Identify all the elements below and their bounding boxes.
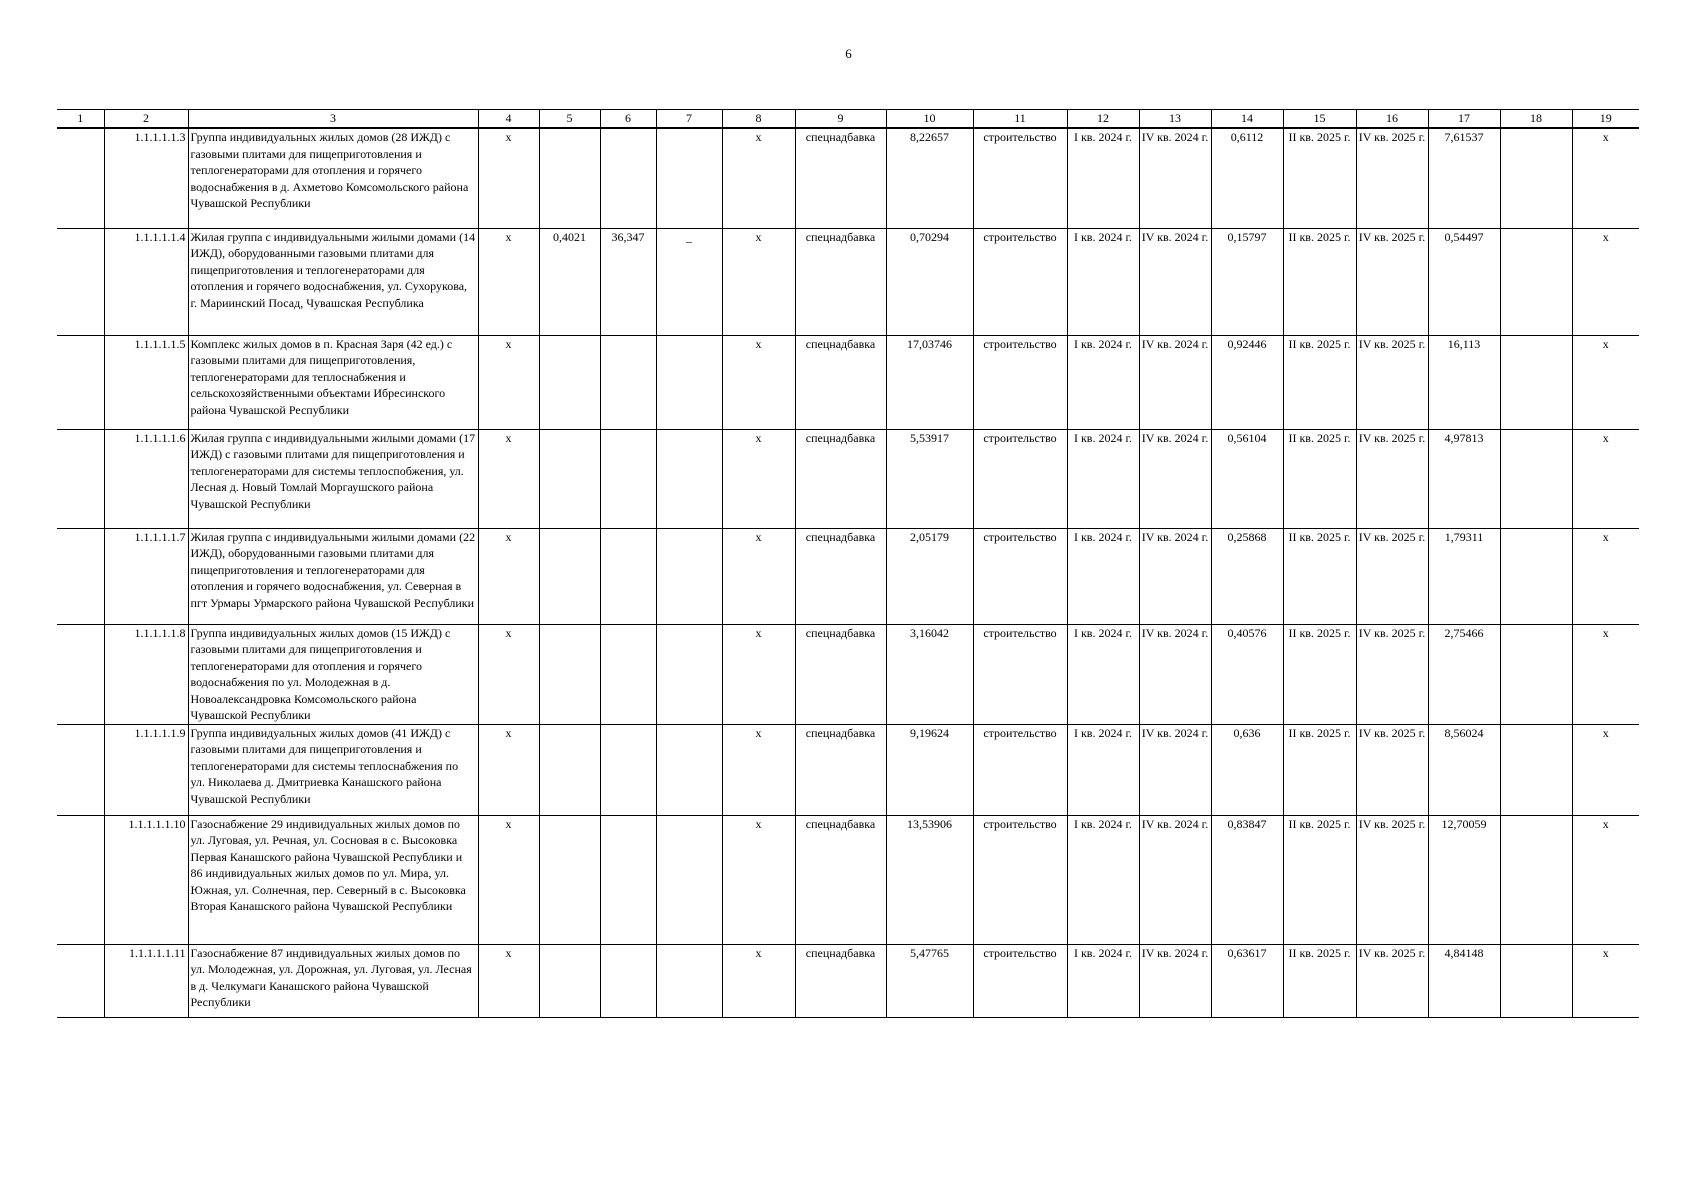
cell-col-6: 36,347: [600, 228, 656, 335]
column-header-17: 17: [1428, 110, 1500, 129]
cell-col-17: 8,56024: [1428, 724, 1500, 815]
investment-program-table: [57, 109, 1639, 1018]
cell-col-3: Группа индивидуальных жилых домов (41 ИЖД) с газовыми плитами для пищеприготовления и теплогенераторами для системы теплоснабжения по ул. Николаева д. Дмитриевка Канашского района Чувашской Республики: [188, 724, 478, 815]
cell-col-8: х: [722, 335, 795, 429]
cell-col-12: I кв. 2024 г.: [1067, 724, 1139, 815]
cell-col-2: 1.1.1.1.1.5: [104, 335, 188, 429]
cell-col-6: [600, 335, 656, 429]
column-header-4: 4: [478, 110, 539, 129]
cell-col-11: строительство: [973, 815, 1067, 944]
cell-col-10: 5,47765: [886, 944, 973, 1017]
cell-col-11: строительство: [973, 724, 1067, 815]
cell-col-18: [1500, 429, 1572, 528]
column-header-19: 19: [1572, 110, 1639, 129]
cell-col-19: х: [1572, 944, 1639, 1017]
cell-col-6: [600, 724, 656, 815]
cell-col-15: II кв. 2025 г.: [1283, 429, 1356, 528]
cell-col-5: [539, 335, 600, 429]
cell-col-9: спецнадбавка: [795, 724, 886, 815]
cell-col-18: [1500, 335, 1572, 429]
cell-col-8: х: [722, 944, 795, 1017]
cell-col-13: IV кв. 2024 г.: [1139, 228, 1211, 335]
cell-col-4: х: [478, 228, 539, 335]
cell-col-5: [539, 528, 600, 624]
cell-col-13: IV кв. 2024 г.: [1139, 528, 1211, 624]
cell-col-1: [57, 815, 104, 944]
cell-col-3: Группа индивидуальных жилых домов (15 ИЖД) с газовыми плитами для пищеприготовления и теплогенераторами для отопления и горячего водоснабжения по ул. Молодежная в д. Новоалександровка Комсомольского района Чувашской Республики: [188, 624, 478, 724]
cell-col-11: строительство: [973, 128, 1067, 228]
cell-col-11: строительство: [973, 944, 1067, 1017]
cell-col-19: х: [1572, 429, 1639, 528]
cell-col-14: 0,83847: [1211, 815, 1283, 944]
column-header-10: 10: [886, 110, 973, 129]
cell-col-14: 0,15797: [1211, 228, 1283, 335]
cell-col-11: строительство: [973, 228, 1067, 335]
cell-col-4: х: [478, 624, 539, 724]
cell-col-7: _: [656, 228, 722, 335]
cell-col-9: спецнадбавка: [795, 228, 886, 335]
cell-col-16: IV кв. 2025 г.: [1356, 335, 1428, 429]
cell-col-8: х: [722, 228, 795, 335]
table-row: [57, 228, 1639, 335]
column-number-header: [57, 110, 1639, 129]
column-header-6: 6: [600, 110, 656, 129]
cell-col-12: I кв. 2024 г.: [1067, 944, 1139, 1017]
cell-col-13: IV кв. 2024 г.: [1139, 429, 1211, 528]
cell-col-5: [539, 429, 600, 528]
cell-col-1: [57, 724, 104, 815]
cell-col-9: спецнадбавка: [795, 335, 886, 429]
table-row: [57, 815, 1639, 944]
cell-col-15: II кв. 2025 г.: [1283, 528, 1356, 624]
column-header-14: 14: [1211, 110, 1283, 129]
cell-col-19: х: [1572, 335, 1639, 429]
cell-col-3: Жилая группа с индивидуальными жилыми домами (17 ИЖД) с газовыми плитами для пищеприготовления и теплогенераторами для системы теплоспобжения, ул. Лесная д. Новый Томлай Моргаушского района Чувашской Республики: [188, 429, 478, 528]
cell-col-10: 3,16042: [886, 624, 973, 724]
cell-col-17: 0,54497: [1428, 228, 1500, 335]
table-row: [57, 128, 1639, 228]
cell-col-9: спецнадбавка: [795, 815, 886, 944]
cell-col-13: IV кв. 2024 г.: [1139, 724, 1211, 815]
cell-col-4: х: [478, 815, 539, 944]
cell-col-14: 0,56104: [1211, 429, 1283, 528]
cell-col-3: Жилая группа с индивидуальными жилыми домами (14 ИЖД), оборудованными газовыми плитами для пищеприготовления и теплогенераторами для отопления и горячего водоснабжения, ул. Сухорукова, г. Мариинский Посад, Чувашская Республика: [188, 228, 478, 335]
cell-col-16: IV кв. 2025 г.: [1356, 624, 1428, 724]
cell-col-14: 0,40576: [1211, 624, 1283, 724]
cell-col-1: [57, 624, 104, 724]
cell-col-7: [656, 429, 722, 528]
cell-col-14: 0,63617: [1211, 944, 1283, 1017]
cell-col-10: 13,53906: [886, 815, 973, 944]
cell-col-9: спецнадбавка: [795, 528, 886, 624]
cell-col-12: I кв. 2024 г.: [1067, 335, 1139, 429]
cell-col-13: IV кв. 2024 г.: [1139, 944, 1211, 1017]
cell-col-7: [656, 724, 722, 815]
table-row: [57, 429, 1639, 528]
cell-col-15: II кв. 2025 г.: [1283, 815, 1356, 944]
cell-col-3: Газоснабжение 29 индивидуальных жилых домов по ул. Луговая, ул. Речная, ул. Сосновая в с. Высоковка Первая Канашского района Чувашской Республики и 86 индивидуальных жилых домов по ул. Мира, ул. Южная, ул. Солнечная, пер. Северный в с. Высоковка Вторая Канашского района Чувашской Республики: [188, 815, 478, 944]
cell-col-13: IV кв. 2024 г.: [1139, 815, 1211, 944]
cell-col-3: Жилая группа с индивидуальными жилыми домами (22 ИЖД), оборудованными газовыми плитами для пищеприготовления и теплогенераторами для отопления и горячего водоснабжения, ул. Северная в пгт Урмары Урмарского района Чувашской Республики: [188, 528, 478, 624]
cell-col-6: [600, 128, 656, 228]
cell-col-18: [1500, 724, 1572, 815]
cell-col-18: [1500, 228, 1572, 335]
cell-col-17: 4,84148: [1428, 944, 1500, 1017]
cell-col-4: х: [478, 724, 539, 815]
cell-col-1: [57, 335, 104, 429]
cell-col-12: I кв. 2024 г.: [1067, 815, 1139, 944]
cell-col-11: строительство: [973, 429, 1067, 528]
cell-col-16: IV кв. 2025 г.: [1356, 128, 1428, 228]
cell-col-8: х: [722, 724, 795, 815]
column-header-11: 11: [973, 110, 1067, 129]
cell-col-13: IV кв. 2024 г.: [1139, 335, 1211, 429]
column-header-8: 8: [722, 110, 795, 129]
cell-col-10: 0,70294: [886, 228, 973, 335]
cell-col-18: [1500, 944, 1572, 1017]
cell-col-17: 7,61537: [1428, 128, 1500, 228]
cell-col-12: I кв. 2024 г.: [1067, 228, 1139, 335]
cell-col-8: х: [722, 128, 795, 228]
cell-col-12: I кв. 2024 г.: [1067, 128, 1139, 228]
cell-col-16: IV кв. 2025 г.: [1356, 429, 1428, 528]
cell-col-5: [539, 944, 600, 1017]
cell-col-9: спецнадбавка: [795, 624, 886, 724]
cell-col-2: 1.1.1.1.1.9: [104, 724, 188, 815]
cell-col-12: I кв. 2024 г.: [1067, 528, 1139, 624]
cell-col-2: 1.1.1.1.1.8: [104, 624, 188, 724]
cell-col-14: 0,92446: [1211, 335, 1283, 429]
cell-col-15: II кв. 2025 г.: [1283, 128, 1356, 228]
cell-col-19: х: [1572, 128, 1639, 228]
cell-col-16: IV кв. 2025 г.: [1356, 528, 1428, 624]
cell-col-17: 2,75466: [1428, 624, 1500, 724]
table-row: [57, 944, 1639, 1017]
cell-col-1: [57, 429, 104, 528]
cell-col-5: [539, 815, 600, 944]
table-row: [57, 624, 1639, 724]
cell-col-16: IV кв. 2025 г.: [1356, 228, 1428, 335]
column-header-16: 16: [1356, 110, 1428, 129]
cell-col-15: II кв. 2025 г.: [1283, 724, 1356, 815]
cell-col-11: строительство: [973, 624, 1067, 724]
column-header-5: 5: [539, 110, 600, 129]
column-header-3: 3: [188, 110, 478, 129]
cell-col-17: 12,70059: [1428, 815, 1500, 944]
cell-col-1: [57, 528, 104, 624]
cell-col-1: [57, 944, 104, 1017]
cell-col-18: [1500, 624, 1572, 724]
cell-col-2: 1.1.1.1.1.6: [104, 429, 188, 528]
cell-col-12: I кв. 2024 г.: [1067, 429, 1139, 528]
cell-col-19: х: [1572, 228, 1639, 335]
cell-col-7: [656, 335, 722, 429]
cell-col-18: [1500, 815, 1572, 944]
cell-col-17: 16,113: [1428, 335, 1500, 429]
cell-col-7: [656, 944, 722, 1017]
cell-col-2: 1.1.1.1.1.4: [104, 228, 188, 335]
cell-col-4: х: [478, 944, 539, 1017]
table-row: [57, 528, 1639, 624]
column-header-15: 15: [1283, 110, 1356, 129]
cell-col-5: [539, 128, 600, 228]
cell-col-5: [539, 724, 600, 815]
cell-col-15: II кв. 2025 г.: [1283, 624, 1356, 724]
cell-col-6: [600, 624, 656, 724]
cell-col-19: х: [1572, 815, 1639, 944]
cell-col-16: IV кв. 2025 г.: [1356, 724, 1428, 815]
cell-col-13: IV кв. 2024 г.: [1139, 128, 1211, 228]
cell-col-8: х: [722, 429, 795, 528]
cell-col-3: Газоснабжение 87 индивидуальных жилых домов по ул. Молодежная, ул. Дорожная, ул. Луговая, ул. Лесная в д. Челкумаги Канашского района Чувашской Республики: [188, 944, 478, 1017]
cell-col-18: [1500, 528, 1572, 624]
cell-col-8: х: [722, 815, 795, 944]
cell-col-19: х: [1572, 724, 1639, 815]
cell-col-9: спецнадбавка: [795, 429, 886, 528]
cell-col-16: IV кв. 2025 г.: [1356, 815, 1428, 944]
cell-col-4: х: [478, 335, 539, 429]
cell-col-10: 2,05179: [886, 528, 973, 624]
cell-col-10: 17,03746: [886, 335, 973, 429]
column-header-2: 2: [104, 110, 188, 129]
cell-col-7: [656, 624, 722, 724]
cell-col-2: 1.1.1.1.1.10: [104, 815, 188, 944]
column-header-18: 18: [1500, 110, 1572, 129]
cell-col-11: строительство: [973, 528, 1067, 624]
cell-col-7: [656, 815, 722, 944]
cell-col-5: 0,4021: [539, 228, 600, 335]
cell-col-14: 0,636: [1211, 724, 1283, 815]
table-row: [57, 335, 1639, 429]
cell-col-10: 5,53917: [886, 429, 973, 528]
cell-col-7: [656, 128, 722, 228]
cell-col-11: строительство: [973, 335, 1067, 429]
cell-col-6: [600, 944, 656, 1017]
cell-col-15: II кв. 2025 г.: [1283, 335, 1356, 429]
cell-col-10: 9,19624: [886, 724, 973, 815]
cell-col-9: спецнадбавка: [795, 944, 886, 1017]
cell-col-14: 0,25868: [1211, 528, 1283, 624]
cell-col-6: [600, 528, 656, 624]
cell-col-19: х: [1572, 528, 1639, 624]
cell-col-8: х: [722, 624, 795, 724]
cell-col-1: [57, 128, 104, 228]
column-header-9: 9: [795, 110, 886, 129]
table-row: [57, 724, 1639, 815]
cell-col-12: I кв. 2024 г.: [1067, 624, 1139, 724]
cell-col-4: х: [478, 528, 539, 624]
cell-col-17: 1,79311: [1428, 528, 1500, 624]
cell-col-3: Группа индивидуальных жилых домов (28 ИЖД) с газовыми плитами для пищеприготовления и теплогенераторами для отопления и горячего водоснабжения в д. Ахметово Комсомольского района Чувашской Республики: [188, 128, 478, 228]
cell-col-2: 1.1.1.1.1.11: [104, 944, 188, 1017]
cell-col-3: Комплекс жилых домов в п. Красная Заря (42 ед.) с газовыми плитами для пищеприготовления, теплогенераторами для теплоснабжения и сельскохозяйственными объектами Ибресинского района Чувашской Республики: [188, 335, 478, 429]
cell-col-13: IV кв. 2024 г.: [1139, 624, 1211, 724]
column-header-7: 7: [656, 110, 722, 129]
cell-col-5: [539, 624, 600, 724]
cell-col-4: х: [478, 429, 539, 528]
cell-col-19: х: [1572, 624, 1639, 724]
cell-col-9: спецнадбавка: [795, 128, 886, 228]
column-header-1: 1: [57, 110, 104, 129]
cell-col-15: II кв. 2025 г.: [1283, 944, 1356, 1017]
cell-col-2: 1.1.1.1.1.7: [104, 528, 188, 624]
cell-col-15: II кв. 2025 г.: [1283, 228, 1356, 335]
cell-col-2: 1.1.1.1.1.3: [104, 128, 188, 228]
cell-col-10: 8,22657: [886, 128, 973, 228]
cell-col-8: х: [722, 528, 795, 624]
page-number: 6: [845, 46, 852, 61]
cell-col-16: IV кв. 2025 г.: [1356, 944, 1428, 1017]
column-header-13: 13: [1139, 110, 1211, 129]
cell-col-6: [600, 429, 656, 528]
cell-col-17: 4,97813: [1428, 429, 1500, 528]
cell-col-14: 0,6112: [1211, 128, 1283, 228]
column-header-12: 12: [1067, 110, 1139, 129]
cell-col-1: [57, 228, 104, 335]
cell-col-4: х: [478, 128, 539, 228]
cell-col-18: [1500, 128, 1572, 228]
cell-col-6: [600, 815, 656, 944]
cell-col-7: [656, 528, 722, 624]
